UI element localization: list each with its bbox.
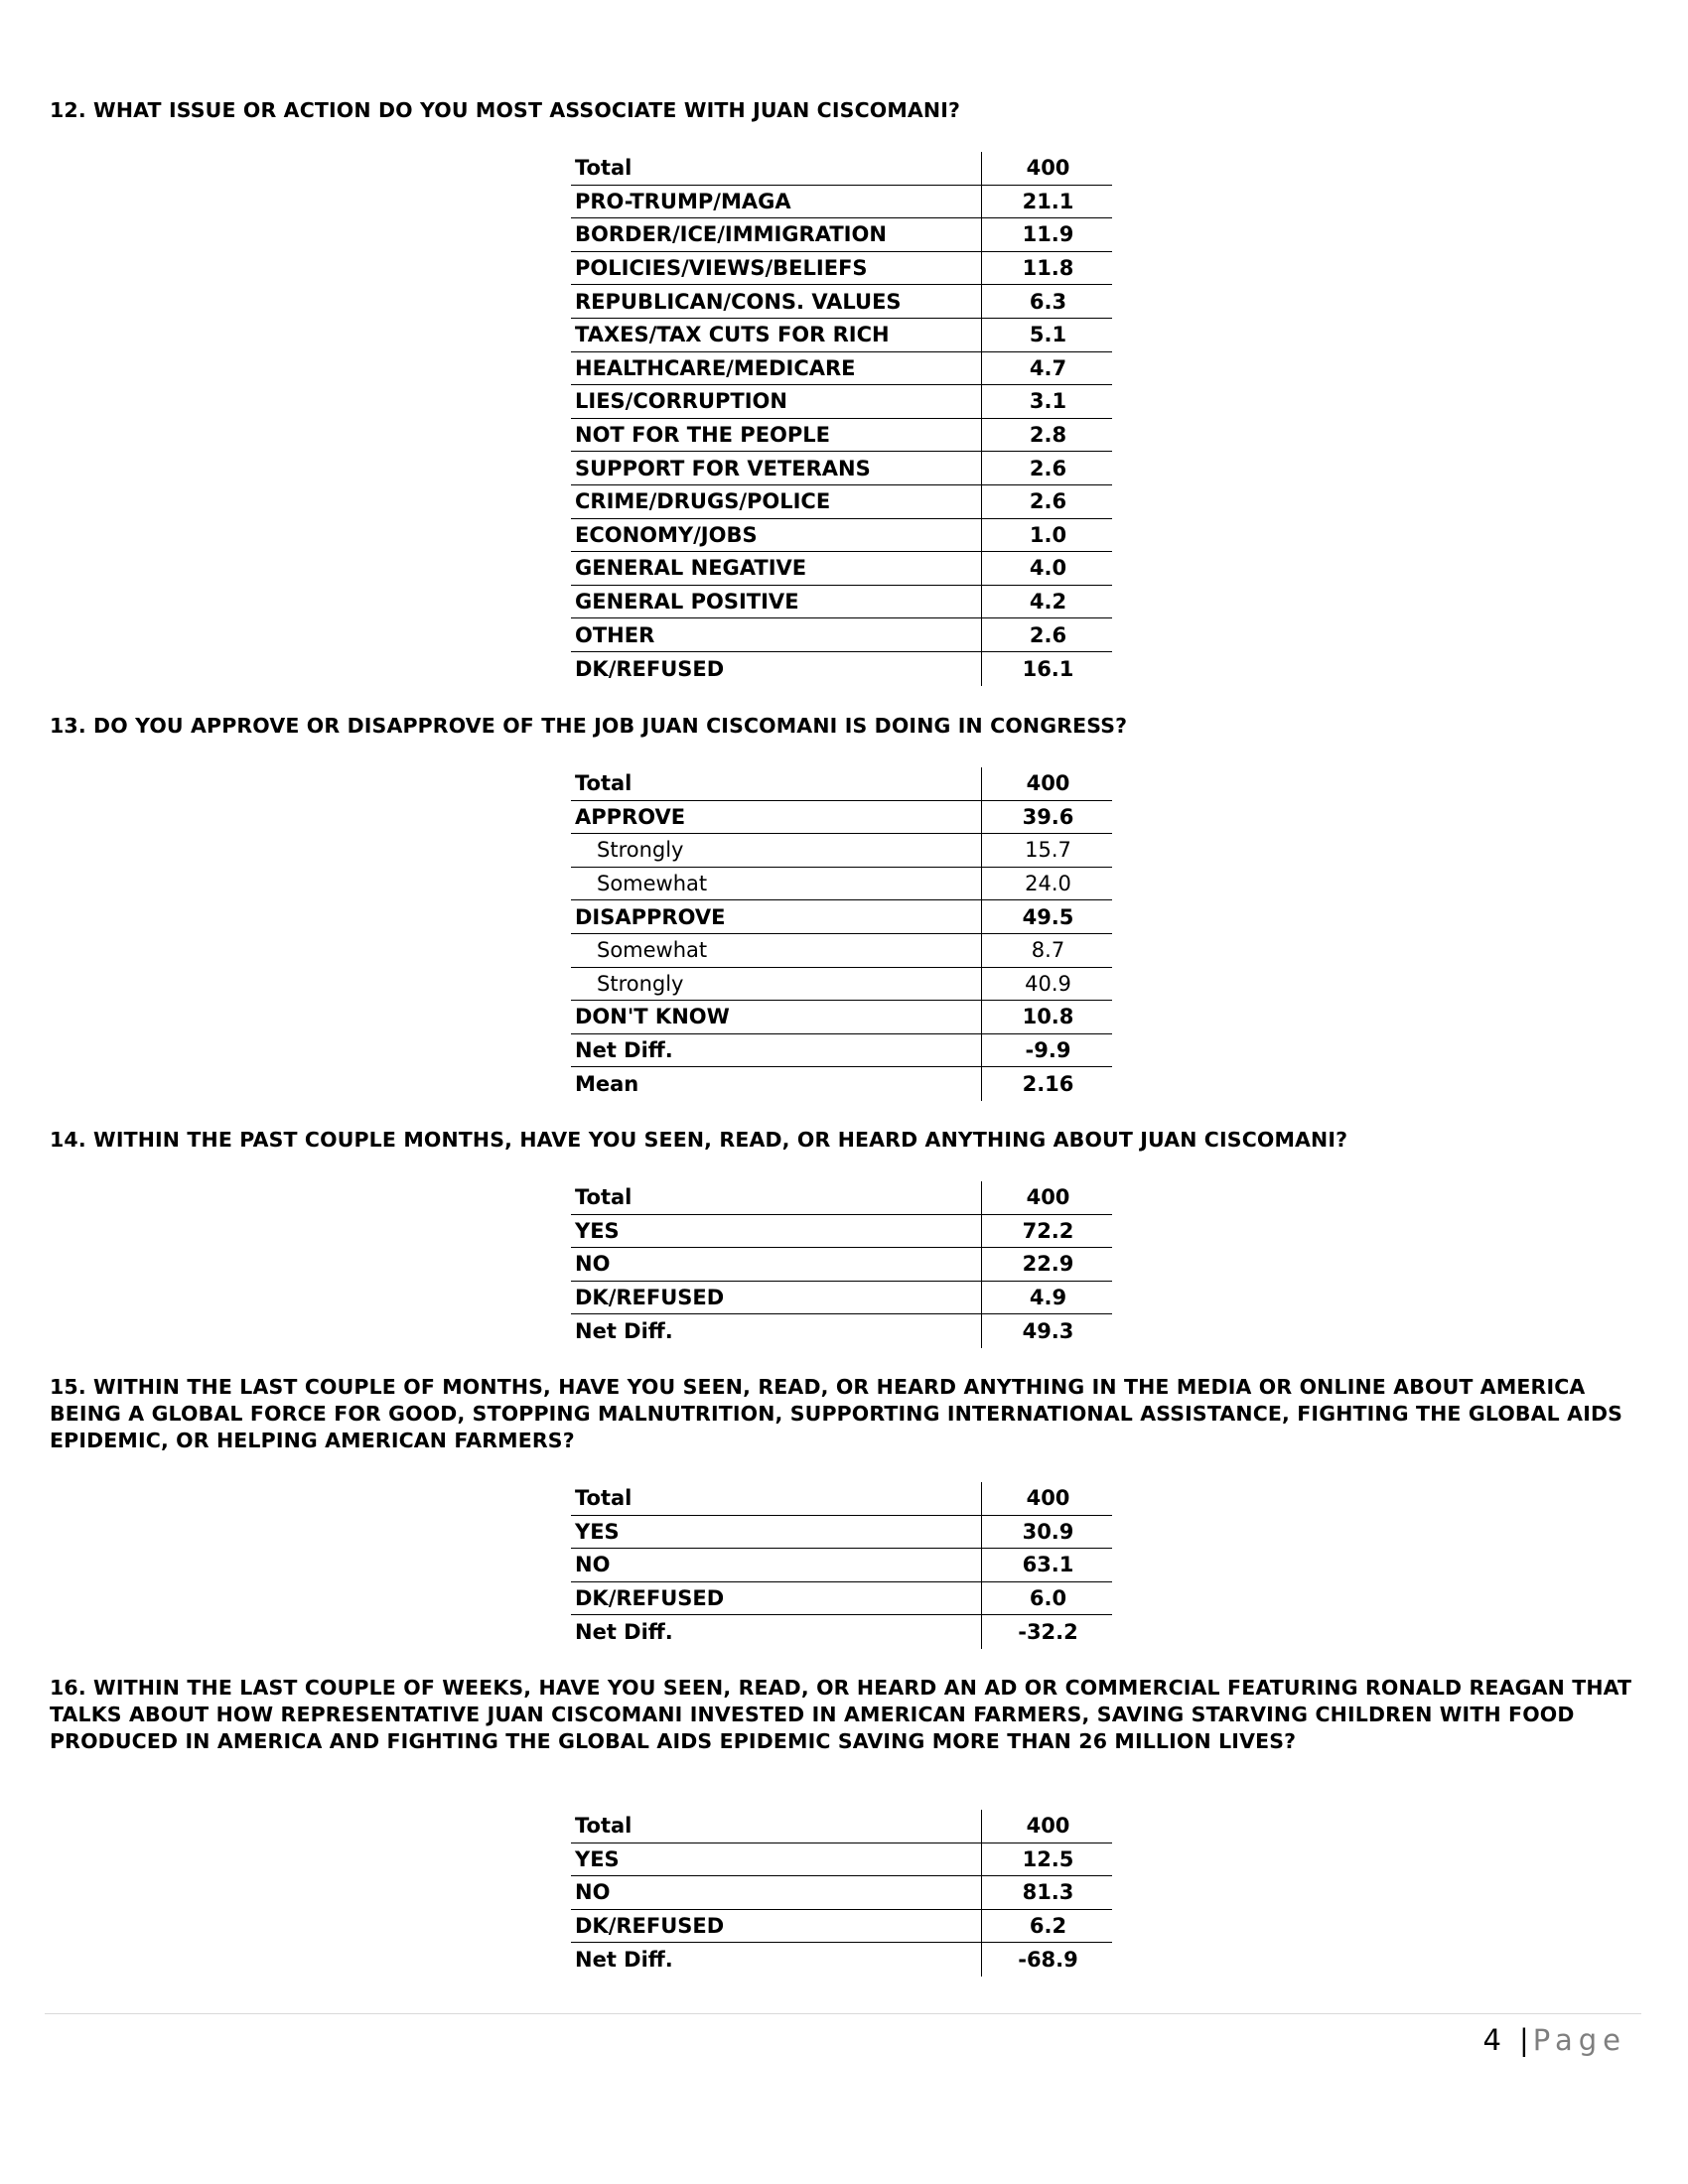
page-footer [1483, 2023, 1626, 2057]
table-row [571, 1034, 1112, 1068]
table-row [571, 934, 1112, 968]
row-value: 10.8 [1022, 1005, 1074, 1029]
table-row [571, 1843, 1112, 1877]
row-value: 12.5 [1022, 1846, 1074, 1871]
table-row [571, 618, 1112, 652]
row-value: 4.2 [1029, 590, 1067, 614]
table-row [571, 385, 1112, 419]
row-value: 2.6 [1029, 456, 1067, 480]
row-value: 24.0 [1025, 872, 1071, 896]
table-row [571, 218, 1112, 252]
table-row [571, 1067, 1112, 1101]
row-label: PRO-TRUMP/MAGA [571, 186, 982, 218]
question-14-table [571, 1181, 1112, 1348]
row-label: BORDER/ICE/IMMIGRATION [571, 218, 982, 251]
table-row [571, 1876, 1112, 1910]
page-number: 4 [1482, 2023, 1501, 2057]
row-value: 4.9 [1029, 1286, 1067, 1310]
table-row [571, 586, 1112, 619]
row-value: 4.0 [1029, 556, 1067, 581]
table-row [571, 868, 1112, 901]
row-value: -32.2 [1018, 1620, 1078, 1645]
table-row [571, 1615, 1112, 1649]
question-13-text: 13. DO YOU APPROVE OR DISAPPROVE OF THE JOB JUAN CISCOMANI IS DOING IN CONGRESS? [50, 714, 1128, 738]
row-label: Somewhat [571, 934, 982, 967]
row-value: 22.9 [1022, 1252, 1074, 1277]
row-value: 6.2 [1029, 1914, 1067, 1939]
row-value: 16.1 [1022, 656, 1074, 681]
row-label: POLICIES/VIEWS/BELIEFS [571, 252, 982, 285]
row-value: 81.3 [1022, 1880, 1074, 1905]
row-label: YES [571, 1843, 982, 1876]
table-row [571, 1001, 1112, 1034]
table-row [571, 152, 1112, 186]
question-12-table [571, 152, 1112, 686]
row-value: -68.9 [1018, 1948, 1078, 1973]
row-value: 21.1 [1022, 189, 1074, 213]
table-row [571, 285, 1112, 319]
table-row [571, 419, 1112, 453]
row-label: Total [571, 1482, 982, 1515]
row-value: 2.8 [1029, 423, 1067, 448]
table-row [571, 1215, 1112, 1249]
row-value: 6.3 [1029, 289, 1067, 314]
row-label: DK/REFUSED [571, 652, 982, 686]
row-value: 15.7 [1025, 838, 1071, 863]
row-label: YES [571, 1215, 982, 1248]
row-value: 11.8 [1022, 256, 1074, 281]
row-value: 49.5 [1022, 904, 1074, 929]
table-row [571, 485, 1112, 519]
table-row [571, 1943, 1112, 1977]
row-label: HEALTHCARE/MEDICARE [571, 352, 982, 385]
row-label: ECONOMY/JOBS [571, 519, 982, 552]
table-row [571, 1516, 1112, 1550]
row-label: Net Diff. [571, 1314, 982, 1348]
question-15-table [571, 1482, 1112, 1649]
row-label: TAXES/TAX CUTS FOR RICH [571, 319, 982, 351]
row-value: 400 [1026, 1185, 1070, 1210]
row-value: 2.6 [1029, 622, 1067, 647]
table-row [571, 1910, 1112, 1944]
row-label: NO [571, 1549, 982, 1581]
row-label: NOT FOR THE PEOPLE [571, 419, 982, 452]
question-16-table [571, 1810, 1112, 1977]
question-13-table [571, 767, 1112, 1101]
table-row [571, 452, 1112, 485]
row-label: REPUBLICAN/CONS. VALUES [571, 285, 982, 318]
table-row [571, 1482, 1112, 1516]
row-value: 63.1 [1022, 1553, 1074, 1577]
row-value: 30.9 [1022, 1519, 1074, 1544]
row-label: SUPPORT FOR VETERANS [571, 452, 982, 484]
table-row [571, 1582, 1112, 1616]
question-15-text: 15. WITHIN THE LAST COUPLE OF MONTHS, HAVE YOU SEEN, READ, OR HEARD ANYTHING IN THE MEDIA OR ONLINE ABOUT AMERICA BEING A GLOBAL FORCE FOR GOOD, STOPPING MALNUTRITION, SUPPORTING INTERNATIONAL ASSISTANCE, FIGHTING THE GLOBAL AIDS EPIDEMIC, OR HELPING AMERICAN FARMERS? [50, 1375, 1623, 1452]
row-label: NO [571, 1248, 982, 1281]
row-value: 11.9 [1022, 222, 1074, 247]
row-label: GENERAL POSITIVE [571, 586, 982, 618]
row-label: Somewhat [571, 868, 982, 900]
table-row [571, 968, 1112, 1002]
question-12-text: 12. WHAT ISSUE OR ACTION DO YOU MOST ASSOCIATE WITH JUAN CISCOMANI? [50, 98, 961, 122]
table-row [571, 1248, 1112, 1282]
table-row [571, 552, 1112, 586]
row-label: LIES/CORRUPTION [571, 385, 982, 418]
row-label: Total [571, 1181, 982, 1214]
row-label: Strongly [571, 968, 982, 1001]
row-value: 3.1 [1029, 389, 1067, 414]
row-label: Total [571, 152, 982, 185]
row-value: 400 [1026, 156, 1070, 181]
row-value: 49.3 [1022, 1319, 1074, 1344]
row-label: OTHER [571, 618, 982, 651]
row-value: 400 [1026, 771, 1070, 796]
table-row [571, 1549, 1112, 1582]
table-row [571, 1282, 1112, 1315]
row-value: 2.6 [1029, 489, 1067, 514]
row-label: Net Diff. [571, 1615, 982, 1649]
row-value: 40.9 [1025, 971, 1071, 996]
row-value: -9.9 [1025, 1038, 1071, 1063]
row-label: NO [571, 1876, 982, 1909]
table-row [571, 1810, 1112, 1843]
question-14-text: 14. WITHIN THE PAST COUPLE MONTHS, HAVE YOU SEEN, READ, OR HEARD ANYTHING ABOUT JUAN CISCOMANI? [50, 1128, 1348, 1152]
row-value: 400 [1026, 1814, 1070, 1839]
row-value: 400 [1026, 1486, 1070, 1511]
row-value: 72.2 [1022, 1218, 1074, 1243]
row-label: YES [571, 1516, 982, 1549]
row-label: DK/REFUSED [571, 1910, 982, 1943]
row-label: Total [571, 1810, 982, 1843]
table-row [571, 319, 1112, 352]
row-value: 2.16 [1022, 1072, 1074, 1097]
row-label: Strongly [571, 834, 982, 867]
row-label: APPROVE [571, 801, 982, 834]
table-row [571, 186, 1112, 219]
table-row [571, 834, 1112, 868]
table-row [571, 519, 1112, 553]
page-label: Page [1532, 2023, 1626, 2057]
table-row [571, 767, 1112, 801]
row-label: DK/REFUSED [571, 1582, 982, 1615]
row-label: DISAPPROVE [571, 900, 982, 933]
question-16-text: 16. WITHIN THE LAST COUPLE OF WEEKS, HAVE YOU SEEN, READ, OR HEARD AN AD OR COMMERCIAL FEATURING RONALD REAGAN THAT TALKS ABOUT HOW REPRESENTATIVE JUAN CISCOMANI INVESTED IN AMERICAN FARMERS, SAVING STARVING CHILDREN WITH FOOD PRODUCED IN AMERICA AND FIGHTING THE GLOBAL AIDS EPIDEMIC SAVING MORE THAN 26 MILLION LIVES? [50, 1676, 1632, 1753]
table-row [571, 252, 1112, 286]
row-label: Net Diff. [571, 1943, 982, 1977]
footer-divider [45, 2013, 1641, 2014]
row-label: DK/REFUSED [571, 1282, 982, 1314]
table-row [571, 900, 1112, 934]
row-label: CRIME/DRUGS/POLICE [571, 485, 982, 518]
footer-separator: | [1519, 2023, 1529, 2057]
row-value: 6.0 [1029, 1586, 1067, 1611]
table-row [571, 652, 1112, 686]
row-value: 8.7 [1031, 938, 1065, 963]
row-label: DON'T KNOW [571, 1001, 982, 1033]
table-row [571, 1314, 1112, 1348]
table-row [571, 352, 1112, 386]
row-value: 4.7 [1029, 355, 1067, 380]
row-label: Total [571, 767, 982, 800]
row-label: Net Diff. [571, 1034, 982, 1067]
row-value: 39.6 [1022, 804, 1074, 829]
table-row [571, 1181, 1112, 1215]
table-row [571, 801, 1112, 835]
row-value: 5.1 [1029, 323, 1067, 347]
row-label: Mean [571, 1067, 982, 1101]
row-value: 1.0 [1029, 522, 1067, 547]
row-label: GENERAL NEGATIVE [571, 552, 982, 585]
